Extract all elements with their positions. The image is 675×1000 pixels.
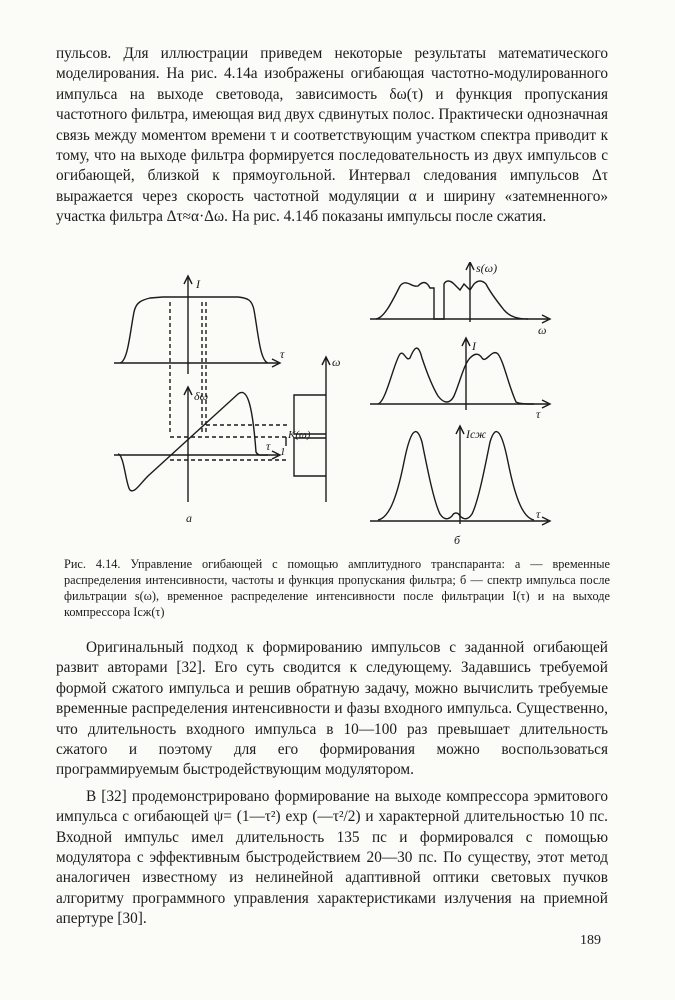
paragraph-3: В [32] продемонстрировано формирование на выходе компрессора эрмитового импульса с огибающей ψ= (1—τ²) exp (—τ²/2) и характерной длительностью 10 пс. Входной импульс имел длительность 135 пс и формировался с помощью модулятора с эффективным быстродействием 20—30 пс. По существу, этот метод аналогичен известному из нелинейной адаптивной оптики световых пучков алгоритму программного управления характеристиками излучения на приемной апертуре [30]. [56, 787, 608, 928]
label-delta-omega: δω [194, 389, 209, 403]
label-s-omega: s(ω) [476, 262, 498, 275]
label-I-right: I [472, 339, 476, 353]
label-one: 1 [280, 446, 286, 458]
label-tau-right1: τ [536, 407, 541, 421]
label-tau-right2: τ [536, 507, 541, 521]
label-panel-a: а [186, 511, 192, 525]
label-K-omega: K(ω) [288, 429, 311, 441]
intensity-filtered-curve [378, 348, 534, 404]
spectrum-curve [376, 281, 528, 319]
paragraph-2: Оригинальный подход к формированию импульсов с заданной огибающей развит авторами [32]. Его суть сводится к следующему. Задавшись требуемой формой сжатого импульса и решив обратную задачу, можно вычислить требуемые временные распределения интенсивности и фазы входного импульса. Существенно, что длительность входного импульса в 10—100 раз превышает длительность сжатого и поэтому для его формирования можно воспользоваться программируемым быстродействующим модулятором. [56, 639, 608, 779]
label-tau-mid: τ [266, 439, 271, 453]
label-I-compressed: Iсж [466, 427, 487, 441]
figure-drawing [88, 262, 588, 562]
label-tau-top: τ [280, 347, 285, 361]
figure-4-14 [88, 262, 588, 562]
body-text-top [56, 44, 608, 228]
label-I-top: I [196, 277, 200, 291]
label-omega-axis: ω [332, 355, 341, 369]
body-text-bottom [56, 638, 608, 930]
paragraph-1: пульсов. Для иллюстрации приведем некоторые результаты математического моделирования. На рис. 4.14а изображены огибающая частотно-модулированного импульса на выходе световода, зависимость δω(τ) и функция пропускания частотного фильтра, имеющая вид двух сдвинутых полос. Практически однозначная связь между моментом времени τ и соответствующим участком спектра приводит к тому, что на выходе фильтра формируется последовательность из двух импульсов с огибающей, близкой к прямоугольной. Интервал следования импульсов Δτ выражается через скорость частотной модуляции α и ширину «затемненного» участка фильтра Δτ≈α·Δω. На рис. 4.14б показаны импульсы после сжатия. [56, 45, 608, 226]
chirp-curve [118, 392, 268, 490]
figure-caption: Рис. 4.14. Управление огибающей с помощью амплитудного транспаранта: а — временные распределения интенсивности, частоты и функция пропускания фильтра; б — спектр импульса после фильтрации s(ω), временное распределение интенсивности после фильтрации I(τ) и на выходе компрессора Iсж(τ) [64, 557, 610, 619]
compressed-pulses-curve [378, 432, 534, 520]
label-panel-b: б [454, 533, 461, 547]
label-omega-right: ω [538, 323, 547, 337]
page-number: 189 [580, 933, 601, 948]
intensity-pulse-top [120, 297, 268, 363]
